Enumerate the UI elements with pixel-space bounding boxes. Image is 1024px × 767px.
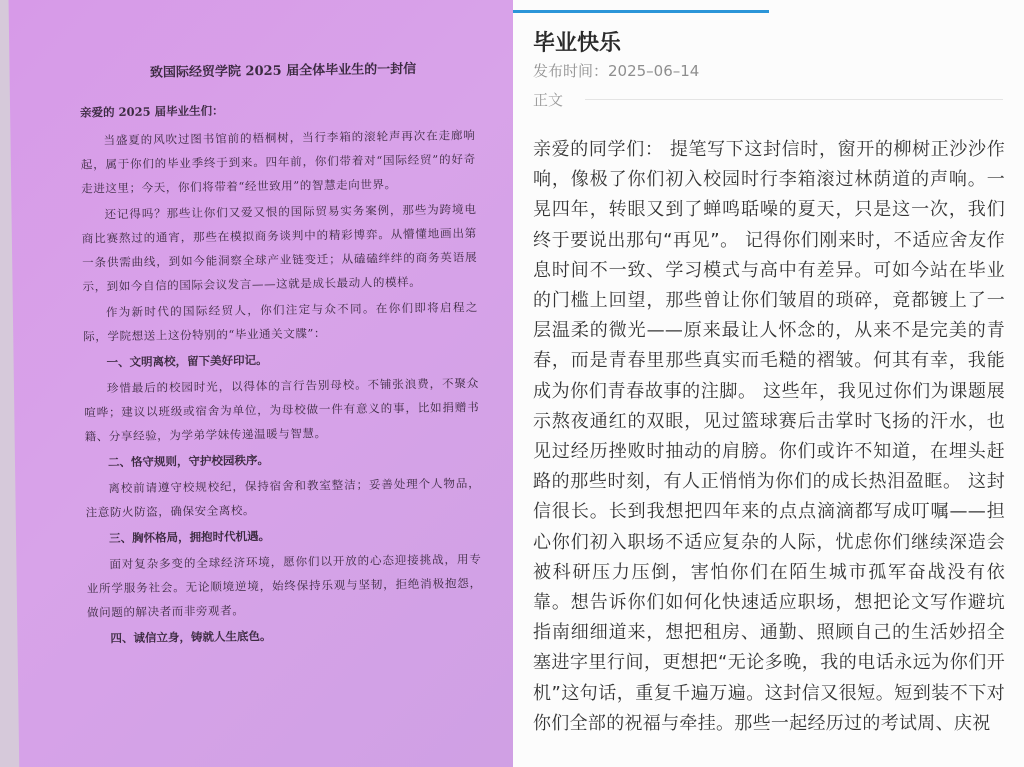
- letter-greeting: 亲爱的 2025 届毕业生们：: [80, 103, 224, 120]
- active-tab-indicator: [513, 10, 769, 13]
- letter-paragraph: 离校前请遵守校规校纪，保持宿舍和教室整洁；妥善处理个人物品，注意防火防盗，确保安全离校。: [85, 476, 481, 520]
- letter-title: 致国际经贸学院 2025 届全体毕业生的一封信: [149, 61, 417, 81]
- article-screen: [513, 0, 1024, 767]
- publish-date: 发布时间：2025–06–14: [533, 62, 700, 80]
- section-label: 正文: [533, 91, 564, 109]
- article-body: 亲爱的同学们： 提笔写下这封信时，窗开的柳树正沙沙作响，像极了你们初入校园时行李箱滚过林荫道的声响。一晃四年，转眼又到了蝉鸣聒噪的夏天，只是这一次，我们终于要说出那句“再见”。 记得你们刚来时，不适应舍友作息时间不一致、学习模式与高中有差异。可如今站在毕业的门槛上回望，那些曾让你们皱眉的琐碎，竟都镀上了一层温柔的微光——原来最让人怀念的，从来不是完美的青春，而是青春里那些真实而毛糙的褶皱。何其有幸，我能成为你们青春故事的注脚。 这些年，我见过你们为课题展示熬夜通红的双眼，见过篮球赛后击掌时飞扬的汗水，也见过经历挫败时抽动的肩膀。你们或许不知道，在埋头赶路的那些时刻，有人正悄悄为你们的成长热泪盈眶。 这封信很长。长到我想把四年来的点点滴滴都写成叮嘱——担心你们初入职场不适应复杂的人际，忧虑你们继续深造会被科研压力压倒，害怕你们在陌生城市孤军奋战没有依靠。想告诉你们如何化快速适应职场，想把论文写作避坑指南细细道来，想把租房、通勤、照顾自己的生活妙招全塞进字里行间，更想把“无论多晚，我的电话永远为你们开机”这句话，重复千遍万遍。这封信又很短。短到装不下对你们全部的祝福与牵挂。那些一起经历过的考试周、庆祝: [533, 139, 1005, 734]
- section-header: [533, 89, 1003, 109]
- letter-heading: 二、恪守规则，守护校园秩序。: [107, 452, 270, 470]
- letter-paragraph: 还记得吗？那些让你们又爱又恨的国际贸易实务案例，那些为跨境电商比赛熬过的通宵，那些在模拟商务谈判中的精彩博弈。从懵懂地画出第一条供需曲线，到如今能洞察全球产业链变迁；从磕磕绊绊的商务英语展示，到如今自信的国际会议发言——这就是成长最动人的模样。: [81, 202, 478, 294]
- pink-paper: [9, 0, 513, 767]
- letter-content: [79, 51, 482, 652]
- letter-heading: 四、诚信立身，铸就人生底色。: [110, 628, 272, 646]
- letter-paragraph: 当盛夏的风吹过图书馆前的梧桐树，当行李箱的滚轮声再次在走廊响起，属于你们的毕业季终于到来。四年前，你们带着对“国际经贸”的好奇走进这里；今天，你们将带着“经世致用”的智慧走向世界。: [80, 128, 476, 196]
- letter-heading: 一、文明离校，留下美好印记。: [106, 352, 268, 370]
- letter-paragraph: 珍惜最后的校园时光，以得体的言行告别母校。不铺张浪费，不聚众喧哗；建议以班级或宿舍为单位，为母校做一件有意义的事，比如捐赠书籍、分享经验，为学弟学妹传递温暖与智慧。: [84, 376, 480, 444]
- article-title: 毕业快乐: [533, 31, 622, 56]
- letter-paragraph: 作为新时代的国际经贸人，你们注定与众不同。在你们即将启程之际，学院想送上这份特别的“毕业通关文牒”：: [83, 300, 478, 344]
- section-divider: [585, 99, 1003, 100]
- top-tab-bar[interactable]: [513, 0, 1024, 14]
- letter-heading: 三、胸怀格局，拥抱时代机遇。: [108, 528, 271, 546]
- letter-paragraph: 面对复杂多变的全球经济环境，愿你们以开放的心态迎接挑战，用专业所学服务社会。无论顺境逆境，始终保持乐观与坚韧，拒绝消极抱怨，做问题的解决者而非旁观者。: [86, 552, 482, 620]
